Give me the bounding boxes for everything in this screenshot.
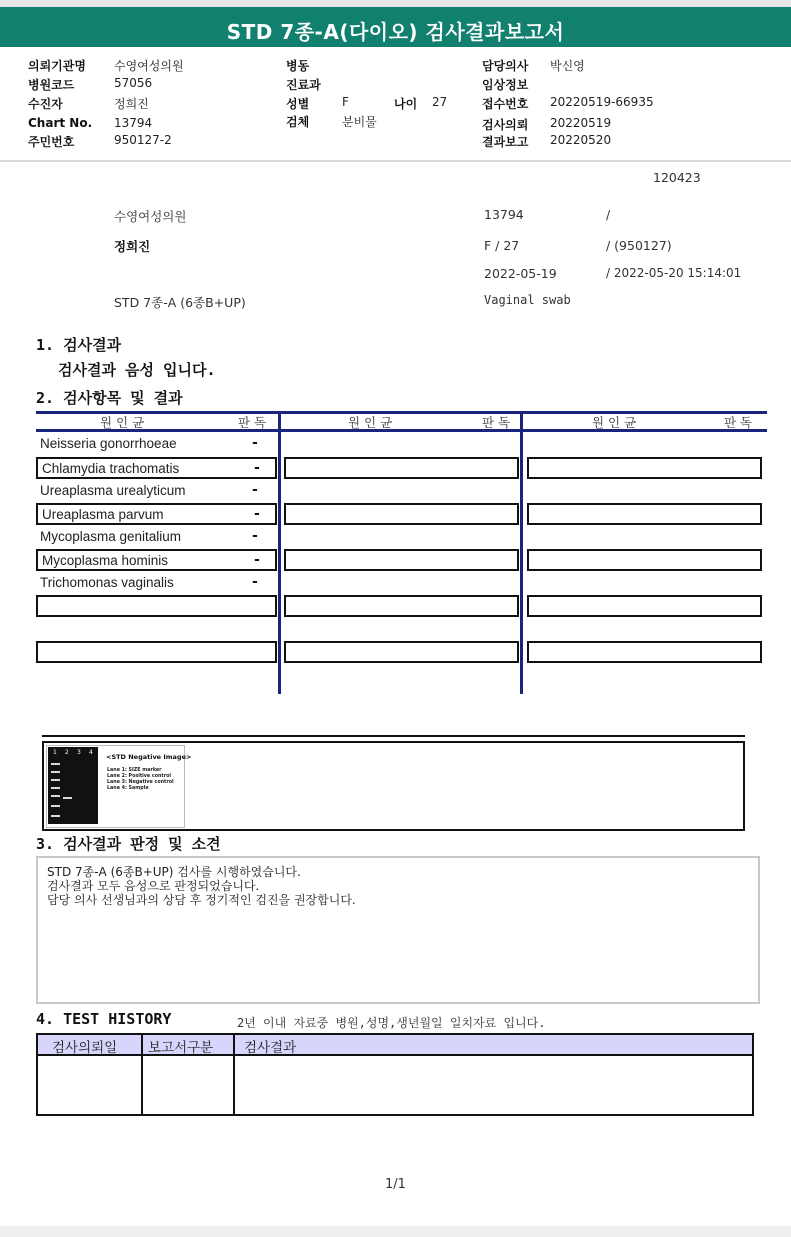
col-pathogen-header: 원 인 균 [100,415,145,430]
empty-row [284,641,519,663]
overall-result: 검사결과 음성 입니다. [58,361,216,379]
info-patient-name: 정희진 [114,239,151,254]
table-row [36,457,277,479]
col-pathogen-header: 원 인 균 [348,415,393,430]
empty-row [284,457,519,479]
report-title: STD 7종-A(다이오) 검사결과보고서 [226,20,565,44]
history-note: 2년 이내 자료중 병원,성명,생년월일 일치자료 입니다. [237,1016,546,1030]
report-title-bar [0,0,791,47]
pathogen-result: - [252,528,258,544]
history-col-divider [141,1035,143,1114]
label-report-date: 결과보고 [482,135,529,149]
pathogen-result: - [254,552,260,568]
table-divider-1 [278,411,281,694]
lane-number: 2 [65,749,69,756]
col-result-header: 판 독 [724,415,753,430]
label-specimen: 검체 [286,115,310,129]
marker-band [51,795,60,797]
empty-row [284,595,519,617]
label-hospital-code: 병원코드 [28,78,75,92]
empty-row [36,595,277,617]
table-row [36,527,277,549]
label-accession-no: 접수번호 [482,97,529,111]
history-col-report-type: 보고서구분 [148,1040,214,1056]
positive-control-band [63,797,72,799]
value-patient: 정희진 [114,97,149,111]
table-row [36,434,277,456]
pathogen-result: - [254,506,260,522]
info-sex-age: F / 27 [484,238,520,253]
value-report-date: 20220520 [550,133,612,147]
pathogen-name: Chlamydia trachomatis [42,461,180,476]
table-row [36,549,277,571]
value-hospital-code: 57056 [114,76,153,90]
section3-heading: 3. 검사결과 판정 및 소견 [36,835,221,853]
value-requesting-institution: 수영여성의원 [114,59,184,73]
value-age: 27 [432,95,448,109]
info-request-date: 2022-05-19 [484,266,557,281]
section2-heading: 2. 검사항목 및 결과 [36,389,183,407]
table-top-rule [36,411,767,414]
pathogen-name: Ureaplasma parvum [42,507,164,522]
pathogen-name: Neisseria gonorrhoeae [40,436,177,451]
history-col-divider [233,1035,235,1114]
value-sex: F [342,95,349,109]
table-header-rule [36,429,767,432]
opinion-line: STD 7종-A (6종B+UP) 검사를 시행하였습니다. [47,865,301,879]
empty-row [527,503,762,525]
pathogen-result: - [252,574,258,590]
opinion-line: 검사결과 모두 음성으로 판정되었습니다. [47,879,260,893]
table-row [36,503,277,525]
pathogen-result: - [252,435,258,451]
gel-image-title: <STD Negative Image> [106,753,192,761]
gel-section-rule [42,735,745,737]
info-birth: / (950127) [606,238,672,253]
gel-lane-legend: Lane 4: Sample [107,786,149,791]
top-strip [0,0,791,7]
label-clinical-info: 임상정보 [482,78,529,92]
value-resident-no: 950127-2 [114,133,172,147]
section4-heading: 4. TEST HISTORY [36,1010,172,1028]
col-result-header: 판 독 [238,415,267,430]
col-pathogen-header: 원 인 균 [592,415,637,430]
pathogen-name: Trichomonas vaginalis [40,575,174,590]
table-row [36,481,277,503]
value-request-date: 20220519 [550,116,612,130]
table-row [36,573,277,595]
empty-row [527,549,762,571]
label-ward: 병동 [286,59,310,73]
empty-row [527,595,762,617]
empty-row [527,641,762,663]
label-chart-no: Chart No. [28,116,93,130]
value-chart-no: 13794 [114,116,153,130]
marker-band [51,805,60,807]
value-physician: 박신영 [550,59,585,73]
label-requesting-institution: 의뢰기관명 [28,59,86,73]
lane-number: 1 [53,749,57,756]
history-table-header [38,1035,752,1056]
page-number: 1/1 [385,1177,406,1192]
info-specimen: Vaginal swab [484,293,571,307]
value-specimen: 분비물 [342,115,377,129]
empty-row [284,549,519,571]
history-col-result: 검사결과 [244,1040,297,1056]
marker-band [51,763,60,765]
label-sex: 성별 [286,97,310,111]
pathogen-name: Mycoplasma genitalium [40,529,182,544]
gel-lane-legend: Lane 3: Negative control [107,780,174,785]
pathogen-name: Ureaplasma urealyticum [40,483,186,498]
gel-lane-legend: Lane 1: SIZE marker [107,768,162,773]
info-test-name: STD 7종-A (6종B+UP) [114,295,246,310]
marker-band [51,771,60,773]
opinion-line: 담당 의사 선생님과의 상담 후 정기적인 검진을 권장합니다. [47,893,356,907]
col-result-header: 판 독 [482,415,511,430]
gel-lane-legend: Lane 2: Positive control [107,774,172,779]
header-divider [0,160,791,162]
label-physician: 담당의사 [482,59,529,73]
pathogen-result: - [252,482,258,498]
bottom-strip [0,1226,791,1237]
value-accession-no: 20220519-66935 [550,95,654,109]
empty-row [284,503,519,525]
marker-band [51,779,60,781]
info-report-datetime: / 2022-05-20 15:14:01 [606,266,742,280]
marker-band [51,787,60,789]
empty-row [36,641,277,663]
info-hospital: 수영여성의원 [114,209,187,224]
table-divider-2 [520,411,523,694]
label-department: 진료과 [286,78,321,92]
info-chart-no: 13794 [484,207,524,222]
section1-heading: 1. 검사결과 [36,336,122,354]
pathogen-name: Mycoplasma hominis [42,553,169,568]
marker-band [51,815,60,817]
label-patient: 수진자 [28,97,63,111]
label-resident-no: 주민번호 [28,135,75,149]
pathogen-result: - [254,460,260,476]
empty-row [527,457,762,479]
lane-number: 4 [89,749,93,756]
history-col-request-date: 검사의뢰일 [52,1040,118,1056]
lane-number: 3 [77,749,81,756]
gel-electrophoresis-image [48,747,98,824]
info-separator: / [606,207,611,222]
label-request-date: 검사의뢰 [482,118,529,132]
label-age: 나이 [394,97,418,111]
form-code: 120423 [653,170,701,185]
